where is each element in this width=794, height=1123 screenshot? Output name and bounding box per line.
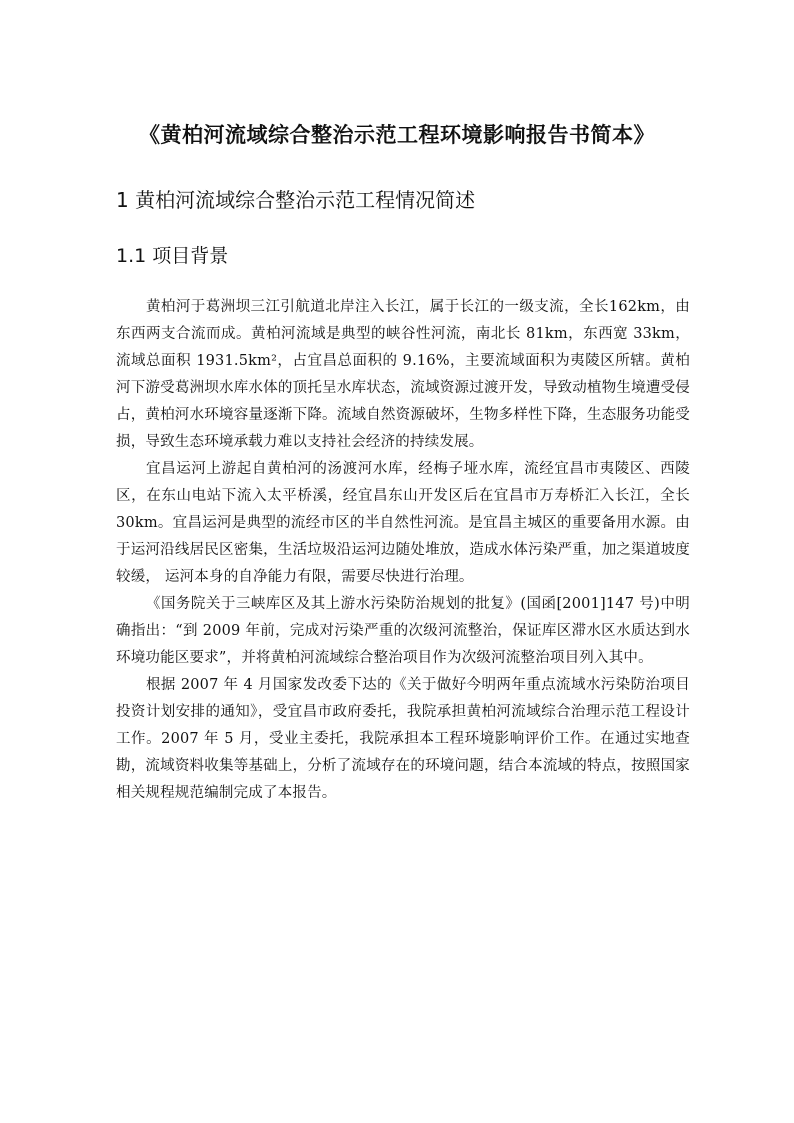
body-text [116, 294, 690, 807]
paragraph-background-huangbai-river: 黄柏河于葛洲坝三江引航道北岸注入长江，属于长江的一级支流，全长162km，由东西两支合流而成。黄柏河流域是典型的峡谷性河流，南北长 81km，东西宽 33km，流域总面积 1931.5km²，占宜昌总面积的 9.16%，主要流域面积为夷陵区所辖。黄柏河下游受葛洲坝水库水体的顶托呈水库状态，流域资源过渡开发，导致动植物生境遭受侵占，黄柏河水环境容量逐渐下降。流域自然资源破坏，生物多样性下降，生态服务功能受损，导致生态环境承载力难以支持社会经济的持续发展。 [116, 299, 690, 450]
paragraph-project-commission: 根据 2007 年 4 月国家发改委下达的《关于做好今明两年重点流域水污染防治项目投资计划安排的通知》，受宜昌市政府委托，我院承担黄柏河流域综合治理示范工程设计工作。2007 年 5 月，受业主委托，我院承担本工程环境影响评价工作。在通过实地查勘，流域资料收集等基础上，分析了流域存在的环境问题，结合本流域的特点，按照国家相关规程规范编制完成了本报告。 [116, 677, 690, 801]
section-heading: 1 黄柏河流域综合整治示范工程情况简述 [116, 188, 476, 212]
paragraph-state-council-approval: 《国务院关于三峡库区及其上游水污染防治规划的批复》(国函[2001]147 号)中明确指出：“到 2009 年前，完成对污染严重的次级河流整治，保证库区滞水区水质达到水环境功能区要求”，并将黄柏河流域综合整治项目作为次级河流整治项目列入其中。 [116, 596, 690, 666]
paragraph-yichang-canal: 宜昌运河上游起自黄柏河的汤渡河水库，经梅子垭水库，流经宜昌市夷陵区、西陵区，在东山电站下流入太平桥溪，经宜昌东山开发区后在宜昌市万寿桥汇入长江，全长 30km。宜昌运河是典型的流经市区的半自然性河流。是宜昌主城区的重要备用水源。由于运河沿线居民区密集，生活垃圾沿运河边随处堆放，造成水体污染严重，加之渠道坡度较缓， 运河本身的自净能力有限，需要尽快进行治理。 [116, 461, 690, 585]
subsection-heading: 1.1 项目背景 [116, 245, 229, 267]
document-title: 《黄柏河流域综合整治示范工程环境影响报告书简本》 [139, 123, 655, 147]
